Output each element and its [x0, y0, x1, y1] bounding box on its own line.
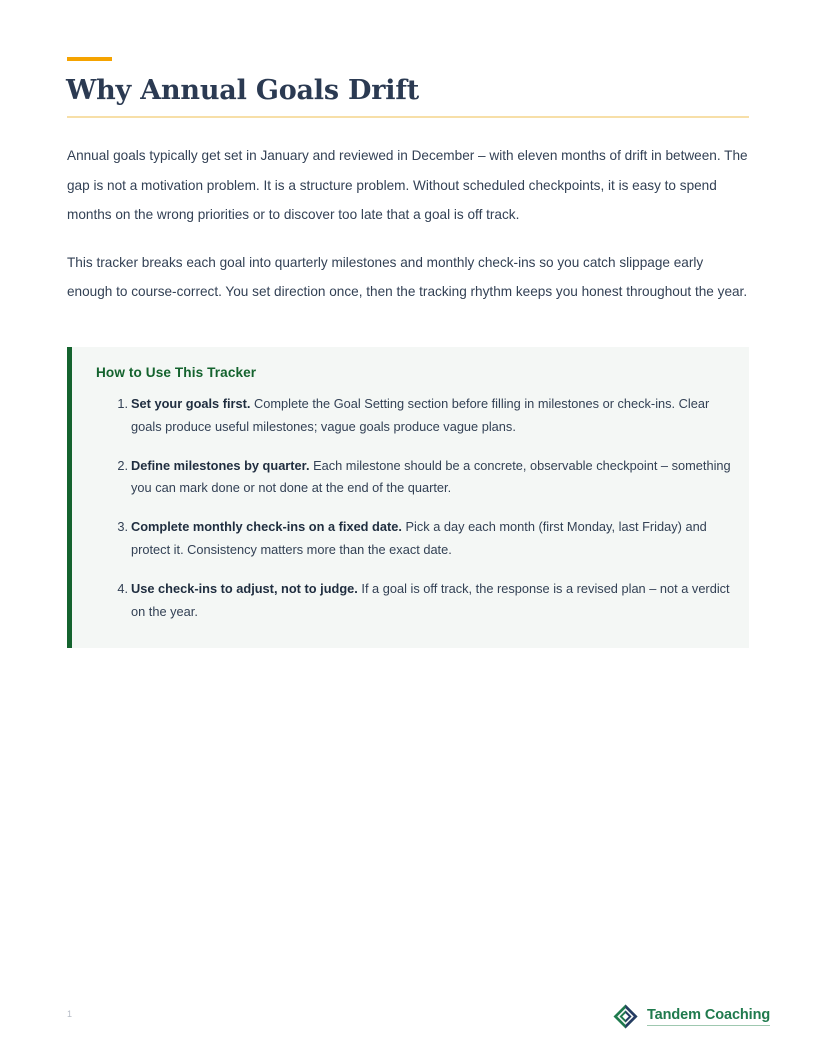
- footer-brand-logo: [613, 1004, 770, 1029]
- list-item-lead: Set your goals first.: [131, 396, 251, 411]
- brand-name-wordmark: Tandem Coaching: [647, 1007, 770, 1026]
- page-title: Why Annual Goals Drift: [66, 75, 420, 106]
- title-accent-bar: [67, 57, 112, 61]
- list-item-lead: Use check-ins to adjust, not to judge.: [131, 580, 358, 596]
- list-item: [118, 393, 743, 439]
- list-item-text: Complete the Goal Setting section before filling in milestones or check-ins. Clear goals produce useful milestones; vague goals produce vague plans.: [131, 396, 710, 434]
- page-number: 1: [67, 1009, 73, 1019]
- list-item: [118, 578, 743, 624]
- list-item-lead: Define milestones by quarter.: [131, 457, 310, 473]
- callout-heading: How to Use This Tracker: [96, 365, 257, 380]
- intro-section: [67, 141, 751, 307]
- list-item: [118, 455, 743, 501]
- tandem-diamond-logo-icon: [613, 1004, 638, 1029]
- list-item-lead: Complete monthly check-ins on a fixed date.: [131, 519, 402, 535]
- callout-instruction-list: [100, 393, 743, 623]
- list-item-text: Each milestone should be a concrete, observable checkpoint – something you can mark done or not done at the end of the quarter.: [131, 457, 731, 496]
- list-item: [118, 516, 743, 562]
- list-item-text: If a goal is off track, the response is a revised plan – not a verdict on the year.: [131, 580, 730, 619]
- list-item-text: Pick a day each month (first Monday, last Friday) and protect it. Consistency matters more than the exact date.: [131, 519, 707, 557]
- intro-paragraph-1: Annual goals typically get set in January and reviewed in December – with eleven months of drift in between. The gap is not a motivation problem. It is a structure problem. Without scheduled checkpoints, it is easy to spend months on the wrong priorities or to discover too late that a goal is off track.: [67, 148, 748, 222]
- title-divider-rule: [67, 116, 749, 118]
- how-to-use-callout: [67, 347, 749, 648]
- intro-paragraph-2: This tracker breaks each goal into quarterly milestones and monthly check-ins so you catch slippage early enough to course-correct. You set direction once, then the tracking rhythm keeps you honest throughout the year.: [67, 254, 748, 299]
